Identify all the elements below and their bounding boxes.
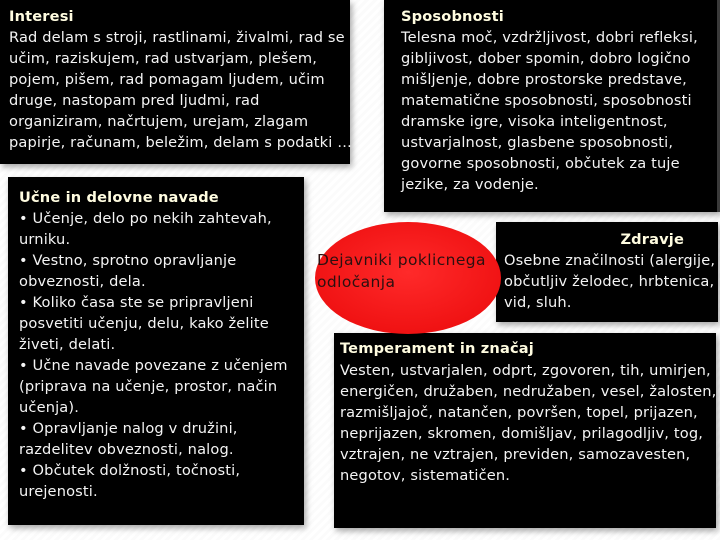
navade-line: • Koliko časa ste se pripravljeni xyxy=(19,294,254,311)
temperament-title: Temperament in značaj xyxy=(340,340,534,357)
navade-line: (priprava na učenje, prostor, način xyxy=(19,378,278,395)
temperament-line: vztrajen, ne vztrajen, previden, samozavesten, xyxy=(340,446,691,463)
navade-box xyxy=(8,177,304,525)
navade-line: • Opravljanje nalog v družini, xyxy=(19,420,238,437)
sposobnosti-line: ustvarjalnost, glasbene sposobnosti, xyxy=(401,134,674,151)
sposobnosti-title: Sposobnosti xyxy=(401,8,504,25)
navade-line: živeti, delati. xyxy=(19,336,116,353)
temperament-line: negotov, sistematičen. xyxy=(340,467,511,484)
central-label-line: odločanja xyxy=(317,273,396,291)
interesi-line: druge, nastopam pred ljudmi, rad xyxy=(9,92,260,109)
interesi-line: Rad delam s stroji, rastlinami, živalmi, rad se xyxy=(9,29,345,46)
navade-line: • Občutek dolžnosti, točnosti, xyxy=(19,462,241,479)
navade-line: učenja). xyxy=(19,399,80,416)
interesi-line: pojem, pišem, rad pomagam ljudem, učim xyxy=(9,71,325,88)
temperament-line: razmišljajoč, natančen, površen, topel, prijazen, xyxy=(340,404,698,421)
sposobnosti-line: mišljenje, dobre prostorske predstave, xyxy=(401,71,687,88)
central-node xyxy=(312,219,504,337)
zdravje-box xyxy=(496,222,718,322)
temperament-line: energičen, družaben, nedružaben, vesel, žalosten, xyxy=(340,383,717,400)
interesi-line: papirje, računam, beležim, delam s podatki … xyxy=(9,134,353,151)
sposobnosti-line: gibljivost, dober spomin, dobro logično xyxy=(401,50,691,67)
temperament-line: neprijazen, skromen, domišljav, prilagodljiv, tog, xyxy=(340,425,704,442)
sposobnosti-line: govorne sposobnosti, občutek za tuje xyxy=(401,155,680,172)
temperament-line: Vesten, ustvarjalen, odprt, zgovoren, tih, umirjen, xyxy=(340,362,711,379)
navade-line: • Učne navade povezane z učenjem xyxy=(19,357,288,374)
navade-line: urejenosti. xyxy=(19,483,98,500)
sposobnosti-box xyxy=(384,0,720,212)
zdravje-line: Osebne značilnosti (alergije, xyxy=(504,252,716,269)
navade-line: • Vestno, sprotno opravljanje xyxy=(19,252,237,269)
central-label xyxy=(317,249,507,293)
interesi-title: Interesi xyxy=(9,8,74,25)
zdravje-line: vid, sluh. xyxy=(504,294,572,311)
sposobnosti-line: Telesna moč, vzdržljivost, dobri refleksi, xyxy=(401,29,698,46)
navade-title: Učne in delovne navade xyxy=(19,189,219,206)
sposobnosti-line: jezike, za vodenje. xyxy=(401,176,539,193)
navade-line: obveznosti, dela. xyxy=(19,273,146,290)
interesi-line: organiziram, načrtujem, urejam, zlagam xyxy=(9,113,309,130)
navade-line: • Učenje, delo po nekih zahtevah, xyxy=(19,210,272,227)
central-label-line: Dejavniki poklicnega xyxy=(317,251,486,269)
navade-line: razdelitev obveznosti, nalog. xyxy=(19,441,234,458)
interesi-line: učim, raziskujem, rad ustvarjam, plešem, xyxy=(9,50,318,67)
zdravje-title: Zdravje xyxy=(620,231,684,248)
sposobnosti-line: dramske igre, visoka inteligentnost, xyxy=(401,113,668,130)
zdravje-line: občutljiv želodec, hrbtenica, xyxy=(504,273,715,290)
navade-line: urniku. xyxy=(19,231,71,248)
navade-line: posvetiti učenju, delu, kako želite xyxy=(19,315,269,332)
interesi-box xyxy=(0,0,353,164)
temperament-box xyxy=(334,333,716,528)
sposobnosti-line: matematične sposobnosti, sposobnosti xyxy=(401,92,692,109)
